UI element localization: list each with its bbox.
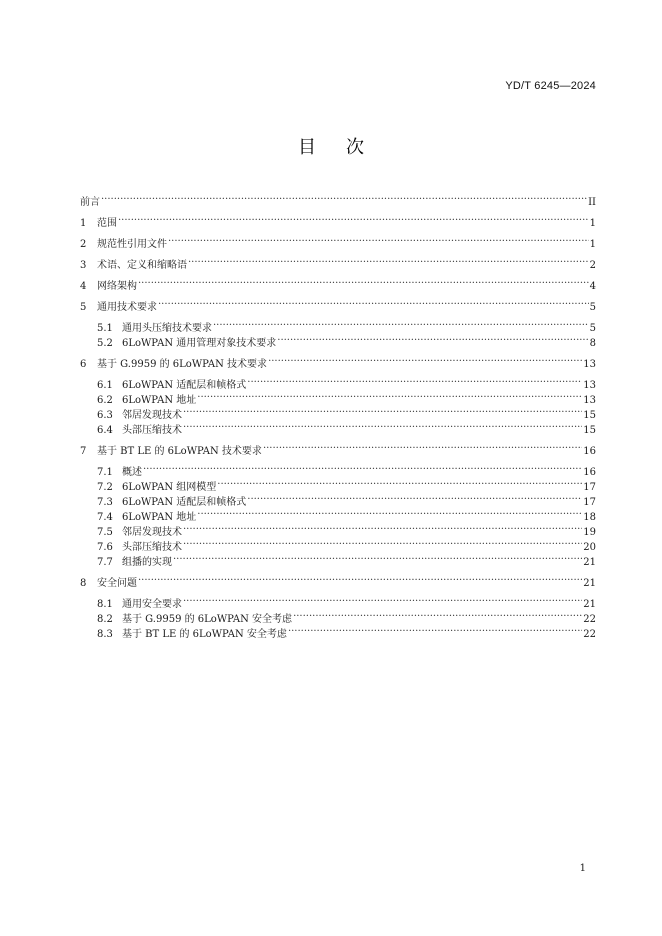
toc-entry-number: 6.2 (97, 395, 113, 406)
toc-entry-page: 15 (583, 425, 596, 436)
page-number: 1 (579, 863, 586, 874)
toc-entry-number: 8 (80, 578, 87, 589)
toc-entry-label: 通用技术要求 (97, 302, 157, 313)
toc-entry-label: 通用头压缩技术要求 (122, 323, 212, 334)
toc-entry-6[interactable] (80, 352, 596, 370)
toc-entry-page: 13 (583, 380, 596, 391)
toc-entry-page: 17 (583, 482, 596, 493)
toc-entry-label: 范围 (97, 218, 117, 229)
toc-entry-label: 通用安全要求 (122, 599, 182, 610)
dot-leader (277, 331, 588, 346)
toc-entry-number: 8.3 (97, 629, 113, 640)
toc-entry-page: 13 (583, 359, 596, 370)
toc-entry-7-2[interactable] (80, 475, 596, 493)
dot-leader (247, 490, 582, 505)
dot-leader (183, 592, 582, 607)
toc-entry-page: 13 (583, 395, 596, 406)
dot-leader (173, 550, 582, 565)
toc-entry-number: 4 (80, 281, 87, 292)
toc-title-char: 目 (298, 137, 316, 158)
toc-entry-page: 2 (589, 260, 596, 271)
toc-entry-page: 5 (589, 323, 596, 334)
dot-leader (143, 460, 582, 475)
dot-leader (183, 403, 582, 418)
toc-entry-4[interactable] (80, 274, 596, 292)
toc-entry-number: 5.1 (97, 323, 113, 334)
toc-entry-number: 3 (80, 260, 87, 271)
toc-entry-3[interactable] (80, 253, 596, 271)
toc-entry-page: 21 (583, 557, 596, 568)
dot-leader (101, 190, 587, 205)
toc-entry-label: 组播的实现 (122, 557, 172, 568)
dot-leader (168, 232, 589, 247)
dot-leader (183, 520, 582, 535)
toc-entry-number: 7.1 (97, 467, 113, 478)
toc-entry-number: 7.6 (97, 542, 113, 553)
toc-entry-label: 基于 G.9959 的 6LoWPAN 安全考虑 (122, 614, 293, 625)
standard-code: YD/T 6245—2024 (505, 80, 596, 92)
toc-entry-number: 5.2 (97, 338, 113, 349)
dot-leader (268, 352, 582, 367)
toc-entry-number: 7 (80, 446, 87, 457)
toc-entry-number: 7.4 (97, 512, 113, 523)
dot-leader (263, 439, 582, 454)
toc-title (0, 133, 662, 159)
toc-entry-page: 16 (583, 446, 596, 457)
dot-leader (158, 295, 589, 310)
table-of-contents (80, 190, 596, 640)
toc-entry-6-1[interactable] (80, 373, 596, 391)
dot-leader (138, 571, 582, 586)
toc-entry-page: 17 (583, 497, 596, 508)
toc-entry-label: 头部压缩技术 (122, 425, 182, 436)
toc-entry-number: 6 (80, 359, 87, 370)
toc-entry-label: 6LoWPAN 通用管理对象技术要求 (122, 338, 277, 349)
dot-leader (247, 373, 582, 388)
toc-title-char: 次 (346, 137, 364, 158)
dot-leader (217, 475, 582, 490)
toc-entry-number: 8.1 (97, 599, 113, 610)
toc-entry-label: 6LoWPAN 适配层和帧格式 (122, 497, 247, 508)
toc-entry-label: 基于 G.9959 的 6LoWPAN 技术要求 (97, 359, 268, 370)
toc-entry-label: 6LoWPAN 组网模型 (122, 482, 217, 493)
toc-entry-7-1[interactable] (80, 460, 596, 478)
toc-entry-page: 1 (589, 218, 596, 229)
dot-leader (197, 388, 582, 403)
dot-leader (118, 211, 589, 226)
toc-entry-label: 术语、定义和缩略语 (97, 260, 187, 271)
toc-entry-7[interactable] (80, 439, 596, 457)
dot-leader (288, 622, 582, 637)
toc-entry-page: 20 (583, 542, 596, 553)
toc-entry-page: 5 (589, 302, 596, 313)
dot-leader (188, 253, 589, 268)
toc-entry-page: 1 (589, 239, 596, 250)
toc-entry-page: 19 (583, 527, 596, 538)
toc-entry-5[interactable] (80, 295, 596, 313)
toc-entry-label: 概述 (122, 467, 142, 478)
toc-entry-label: 6LoWPAN 适配层和帧格式 (122, 380, 247, 391)
toc-entry-page: 21 (583, 599, 596, 610)
toc-entry-page: 18 (583, 512, 596, 523)
toc-entry-5-1[interactable] (80, 316, 596, 334)
toc-entry-page: 21 (583, 578, 596, 589)
dot-leader (197, 505, 582, 520)
toc-entry-number: 6.4 (97, 425, 113, 436)
toc-entry-label: 头部压缩技术 (122, 542, 182, 553)
toc-entry-label: 6LoWPAN 地址 (122, 512, 197, 523)
toc-entry-page: 16 (583, 467, 596, 478)
toc-entry-number: 6.3 (97, 410, 113, 421)
toc-entry-page: 22 (583, 629, 596, 640)
dot-leader (183, 535, 582, 550)
toc-entry-1[interactable] (80, 211, 596, 229)
toc-entry-page: 15 (583, 410, 596, 421)
toc-entry-number: 7.2 (97, 482, 113, 493)
toc-entry-label: 邻居发现技术 (122, 527, 182, 538)
toc-entry-label: 基于 BT LE 的 6LoWPAN 技术要求 (97, 446, 262, 457)
toc-entry-label: 网络架构 (97, 281, 137, 292)
toc-entry-label: 邻居发现技术 (122, 410, 182, 421)
toc-entry-label: 规范性引用文件 (97, 239, 167, 250)
toc-entry-label: 基于 BT LE 的 6LoWPAN 安全考虑 (122, 629, 287, 640)
toc-entry-number: 1 (80, 218, 87, 229)
dot-leader (138, 274, 589, 289)
dot-leader (293, 607, 582, 622)
toc-entry-foreword[interactable] (80, 190, 596, 208)
toc-entry-label: 6LoWPAN 地址 (122, 395, 197, 406)
dot-leader (183, 418, 582, 433)
toc-entry-number: 5 (80, 302, 87, 313)
toc-entry-8-1[interactable] (80, 592, 596, 610)
toc-entry-number: 2 (80, 239, 87, 250)
toc-entry-label: 安全问题 (97, 578, 137, 589)
toc-entry-number: 8.2 (97, 614, 113, 625)
toc-entry-page: II (588, 197, 596, 208)
toc-entry-number: 7.7 (97, 557, 113, 568)
toc-entry-number: 6.1 (97, 380, 113, 391)
toc-entry-label: 前言 (80, 197, 100, 208)
toc-entry-page: 8 (589, 338, 596, 349)
toc-entry-2[interactable] (80, 232, 596, 250)
toc-entry-page: 4 (589, 281, 596, 292)
dot-leader (213, 316, 589, 331)
toc-entry-8[interactable] (80, 571, 596, 589)
toc-entry-number: 7.3 (97, 497, 113, 508)
toc-entry-page: 22 (583, 614, 596, 625)
toc-entry-number: 7.5 (97, 527, 113, 538)
